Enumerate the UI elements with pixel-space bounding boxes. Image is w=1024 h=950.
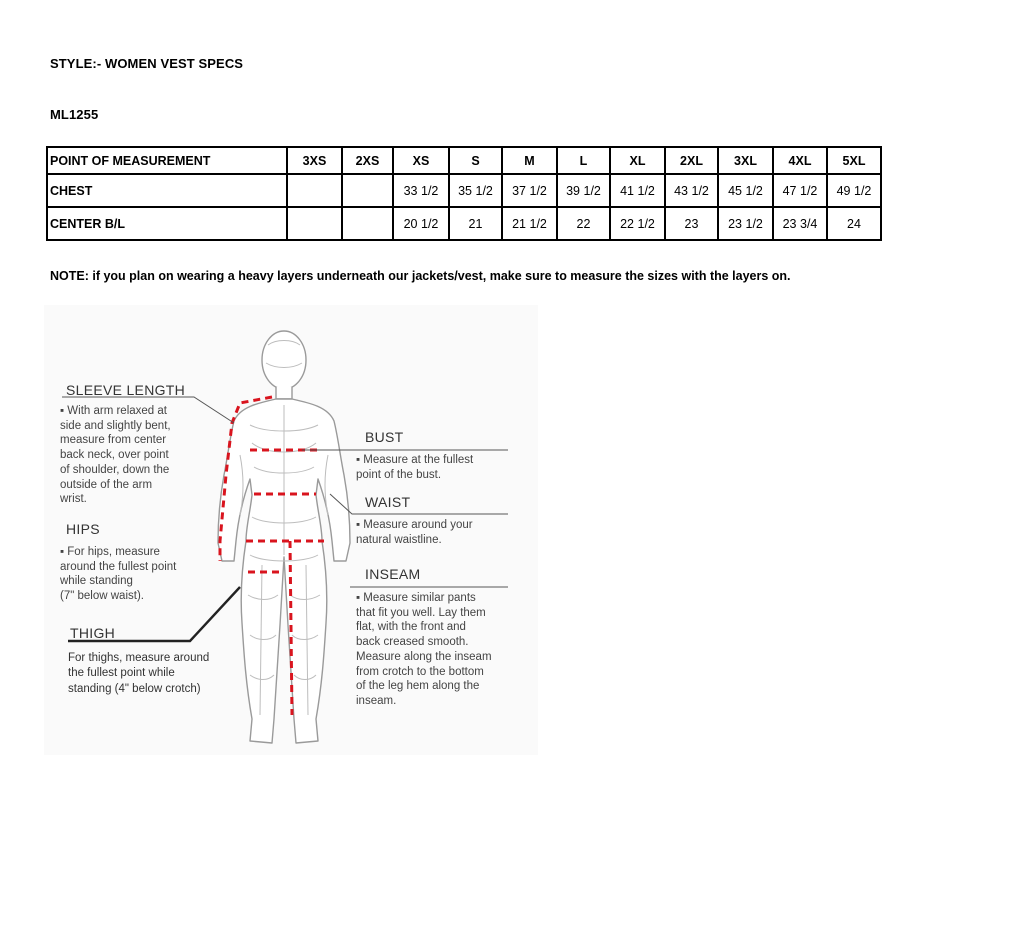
table-cell: 39 1/2 bbox=[557, 174, 610, 207]
hips-text bbox=[60, 545, 176, 604]
table-row-chest bbox=[47, 174, 881, 207]
inseam-heading: INSEAM bbox=[365, 566, 421, 582]
measurement-guide bbox=[44, 305, 538, 755]
layering-note: NOTE: if you plan on wearing a heavy layers underneath our jackets/vest, make sure to measure the sizes with the layers on. bbox=[50, 269, 791, 283]
hips-heading: HIPS bbox=[66, 521, 100, 537]
table-cell: 35 1/2 bbox=[449, 174, 502, 207]
table-cell: 41 1/2 bbox=[610, 174, 665, 207]
bullet-icon: ▪ bbox=[356, 519, 364, 531]
bust-text bbox=[356, 453, 473, 482]
hips-desc: For hips, measure around the fullest point while standing (7" below waist). bbox=[60, 546, 177, 603]
table-cell: 47 1/2 bbox=[773, 174, 827, 207]
sleeve-length-text bbox=[60, 404, 171, 507]
header-cell: 3XS bbox=[287, 147, 342, 174]
waist-heading: WAIST bbox=[365, 494, 411, 510]
header-cell: XL bbox=[610, 147, 665, 174]
thigh-heading: THIGH bbox=[70, 625, 116, 641]
inseam-text bbox=[356, 591, 492, 709]
size-spec-table bbox=[46, 146, 882, 241]
header-cell: POINT OF MEASUREMENT bbox=[47, 147, 287, 174]
table-cell: 22 1/2 bbox=[610, 207, 665, 240]
bust-heading: BUST bbox=[365, 429, 404, 445]
waist-text bbox=[356, 518, 473, 547]
table-cell: 22 bbox=[557, 207, 610, 240]
table-header-row bbox=[47, 147, 881, 174]
table-cell bbox=[342, 174, 393, 207]
table-row-center-bl bbox=[47, 207, 881, 240]
bullet-icon: ▪ bbox=[356, 592, 364, 604]
table-cell: 23 3/4 bbox=[773, 207, 827, 240]
bust-desc: Measure at the fullest point of the bust. bbox=[356, 454, 474, 481]
table-cell: 43 1/2 bbox=[665, 174, 718, 207]
inseam-desc: Measure similar pants that fit you well. Lay them flat, with the front and back creased smooth. Measure along the inseam from crotch to the bottom of the leg hem along the inseam. bbox=[356, 592, 492, 707]
style-title: STYLE:- WOMEN VEST SPECS bbox=[50, 56, 244, 71]
header-cell: 3XL bbox=[718, 147, 773, 174]
table-cell: 21 1/2 bbox=[502, 207, 557, 240]
header-cell: S bbox=[449, 147, 502, 174]
header-cell: L bbox=[557, 147, 610, 174]
table-cell bbox=[342, 207, 393, 240]
style-code: ML1255 bbox=[50, 107, 99, 122]
sleeve-length-desc: With arm relaxed at side and slightly bent, measure from center back neck, over point of shoulder, down the outside of the arm wrist. bbox=[60, 405, 171, 506]
header-cell: 5XL bbox=[827, 147, 881, 174]
header-cell: 2XS bbox=[342, 147, 393, 174]
bullet-icon: ▪ bbox=[356, 454, 364, 466]
header-cell: XS bbox=[393, 147, 449, 174]
table-cell: 21 bbox=[449, 207, 502, 240]
row-label: CHEST bbox=[47, 174, 287, 207]
waist-desc: Measure around your natural waistline. bbox=[356, 519, 473, 546]
sleeve-length-heading: SLEEVE LENGTH bbox=[66, 382, 186, 398]
bullet-icon: ▪ bbox=[60, 405, 68, 417]
thigh-text: For thighs, measure around the fullest point while standing (4" below crotch) bbox=[68, 652, 210, 695]
table-cell: 37 1/2 bbox=[502, 174, 557, 207]
table-cell: 20 1/2 bbox=[393, 207, 449, 240]
row-label: CENTER B/L bbox=[47, 207, 287, 240]
header-cell: M bbox=[502, 147, 557, 174]
table-cell: 23 bbox=[665, 207, 718, 240]
bullet-icon: ▪ bbox=[60, 546, 68, 558]
table-cell bbox=[287, 207, 342, 240]
table-cell: 49 1/2 bbox=[827, 174, 881, 207]
header-cell: 2XL bbox=[665, 147, 718, 174]
table-cell: 23 1/2 bbox=[718, 207, 773, 240]
table-cell: 33 1/2 bbox=[393, 174, 449, 207]
header-cell: 4XL bbox=[773, 147, 827, 174]
table-cell: 45 1/2 bbox=[718, 174, 773, 207]
inseam-line bbox=[290, 541, 292, 715]
table-cell bbox=[287, 174, 342, 207]
table-cell: 24 bbox=[827, 207, 881, 240]
